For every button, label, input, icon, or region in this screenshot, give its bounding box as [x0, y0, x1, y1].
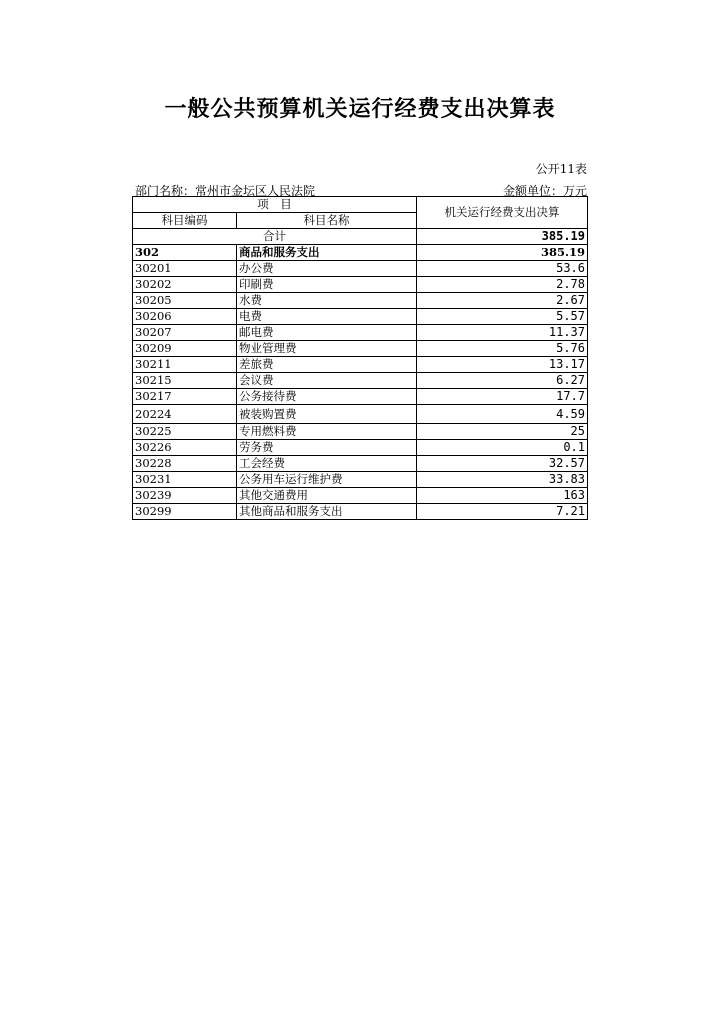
row-code: 30217 — [133, 389, 237, 405]
row-name: 物业管理费 — [237, 341, 417, 357]
row-value: 5.57 — [417, 309, 588, 325]
row-name: 印刷费 — [237, 277, 417, 293]
row-name: 公务接待费 — [237, 389, 417, 405]
row-code: 20224 — [133, 405, 237, 424]
row-value: 25 — [417, 424, 588, 440]
row-code: 30207 — [133, 325, 237, 341]
row-code: 30228 — [133, 456, 237, 472]
row-code: 30202 — [133, 277, 237, 293]
table-row — [133, 424, 588, 440]
row-name: 差旅费 — [237, 357, 417, 373]
row-code: 30299 — [133, 504, 237, 520]
table-row — [133, 389, 588, 405]
header-row-1 — [133, 197, 588, 213]
row-value: 11.37 — [417, 325, 588, 341]
row-name: 公务用车运行维护费 — [237, 472, 417, 488]
table-row — [133, 261, 588, 277]
header-amount: 机关运行经费支出决算 — [417, 197, 588, 229]
table-row — [133, 293, 588, 309]
row-name: 会议费 — [237, 373, 417, 389]
row-value: 0.1 — [417, 440, 588, 456]
row-name: 邮电费 — [237, 325, 417, 341]
row-code: 30205 — [133, 293, 237, 309]
row-value: 32.57 — [417, 456, 588, 472]
row-value: 17.7 — [417, 389, 588, 405]
row-name: 专用燃料费 — [237, 424, 417, 440]
row-value: 7.21 — [417, 504, 588, 520]
row-value: 53.6 — [417, 261, 588, 277]
unit-label: 金额单位：万元 — [502, 184, 587, 198]
department-label: 部门名称：常州市金坛区人民法院 — [135, 184, 316, 198]
table-row — [133, 440, 588, 456]
table-row — [133, 456, 588, 472]
table-row — [133, 488, 588, 504]
row-name: 电费 — [237, 309, 417, 325]
table-row — [133, 277, 588, 293]
row-value: 2.78 — [417, 277, 588, 293]
header-name: 科目名称 — [237, 213, 417, 229]
row-code: 30206 — [133, 309, 237, 325]
form-number: 公开11表 — [535, 162, 587, 176]
row-name: 其他交通费用 — [237, 488, 417, 504]
row-name: 劳务费 — [237, 440, 417, 456]
row-name: 办公费 — [237, 261, 417, 277]
total-row — [133, 229, 588, 245]
row-name: 工会经费 — [237, 456, 417, 472]
row-code: 30201 — [133, 261, 237, 277]
row-code: 30209 — [133, 341, 237, 357]
table-row — [133, 325, 588, 341]
category-code: 302 — [133, 245, 237, 261]
category-value: 385.19 — [417, 245, 588, 261]
row-code: 30231 — [133, 472, 237, 488]
expenditure-table — [132, 196, 588, 520]
table-row — [133, 373, 588, 389]
row-code: 30215 — [133, 373, 237, 389]
header-item: 项 目 — [133, 197, 417, 213]
table-row — [133, 357, 588, 373]
row-code: 30211 — [133, 357, 237, 373]
table-row — [133, 309, 588, 325]
table-row — [133, 341, 588, 357]
category-row — [133, 245, 588, 261]
total-value: 385.19 — [417, 229, 588, 245]
header-code: 科目编码 — [133, 213, 237, 229]
row-value: 4.59 — [417, 405, 588, 424]
row-value: 163 — [417, 488, 588, 504]
row-name: 水费 — [237, 293, 417, 309]
total-label: 合计 — [133, 229, 417, 245]
row-value: 6.27 — [417, 373, 588, 389]
page-title: 一般公共预算机关运行经费支出决算表 — [164, 96, 556, 122]
table-row — [133, 472, 588, 488]
table-row — [133, 504, 588, 520]
table-row — [133, 405, 588, 424]
row-value: 13.17 — [417, 357, 588, 373]
row-code: 30225 — [133, 424, 237, 440]
row-name: 其他商品和服务支出 — [237, 504, 417, 520]
row-name: 被装购置费 — [237, 405, 417, 424]
row-code: 30239 — [133, 488, 237, 504]
row-value: 2.67 — [417, 293, 588, 309]
row-code: 30226 — [133, 440, 237, 456]
category-name: 商品和服务支出 — [237, 245, 417, 261]
row-value: 5.76 — [417, 341, 588, 357]
row-value: 33.83 — [417, 472, 588, 488]
